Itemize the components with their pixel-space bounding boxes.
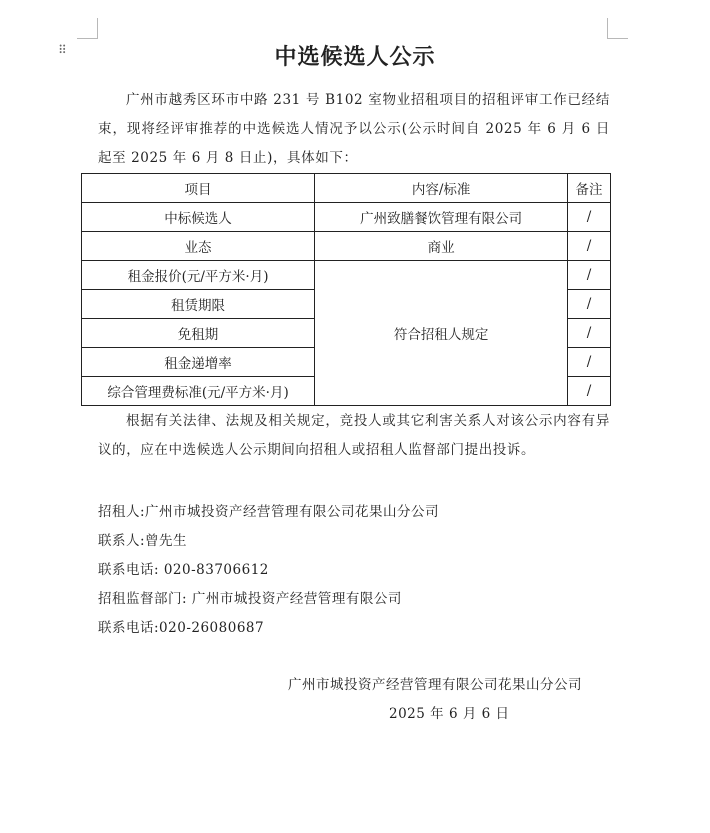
table-row [82,261,611,290]
row-item: 租赁期限 [82,290,315,319]
page-corner-mark-left [77,18,98,39]
row-item: 综合管理费标准(元/平方米·月) [82,377,315,406]
signature-date: 2025 年 6 月 6 日 [389,706,510,722]
contact-person-line: 联系人:曾先生 [98,533,188,549]
row-note: / [568,348,611,377]
row-item: 免租期 [82,319,315,348]
page-corner-mark-right [607,18,628,39]
row-item: 业态 [82,232,315,261]
page-title: 中选候选人公示 [274,44,436,70]
row-item: 中标候选人 [82,203,315,232]
row-note: / [568,377,611,406]
supervisor-line: 招租监督部门: 广州市城投资产经营管理有限公司 [98,591,402,607]
row-content: 广州致膳餐饮管理有限公司 [315,203,568,232]
table-row [82,203,611,232]
objection-paragraph: 根据有关法律、法规及相关规定，竞投人或其它利害关系人对该公示内容有异议的，应在中选候选人公示期间向招租人或招租人监督部门提出投诉。 [98,413,610,458]
header-item: 项目 [82,174,315,203]
row-content: 商业 [315,232,568,261]
drag-handle-icon[interactable]: ⠿ [58,43,68,57]
row-note: / [568,261,611,290]
merged-content-cell: 符合招租人规定 [315,261,568,406]
header-content: 内容/标准 [315,174,568,203]
intro-paragraph: 广州市越秀区环市中路 231 号 B102 室物业招租项目的招租评审工作已经结束，现将经评审推荐的中选候选人情况予以公示(公示时间自 2025 年 6 月 6 日起至 2025 年 6 月 8 日止)，具体如下： [98,92,610,166]
phone-line-1: 联系电话: 020-83706612 [98,562,269,578]
header-note: 备注 [568,174,611,203]
row-item: 租金递增率 [82,348,315,377]
row-note: / [568,203,611,232]
row-note: / [568,319,611,348]
row-note: / [568,290,611,319]
lessor-line: 招租人:广州市城投资产经营管理有限公司花果山分公司 [98,504,440,520]
table-header-row [82,174,611,203]
candidate-table [81,173,611,406]
row-item: 租金报价(元/平方米·月) [82,261,315,290]
signature-company: 广州市城投资产经营管理有限公司花果山分公司 [288,677,582,693]
row-note: / [568,232,611,261]
table-row [82,232,611,261]
phone-line-2: 联系电话:020-26080687 [98,620,265,636]
